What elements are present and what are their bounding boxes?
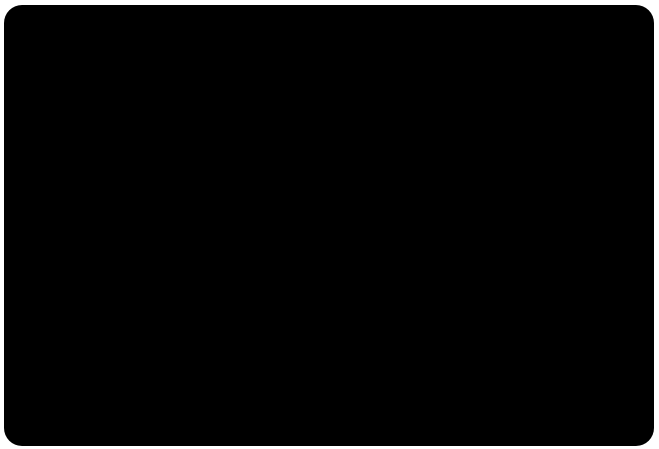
title-bar-bottom bbox=[30, 57, 629, 71]
option-surfacing[interactable]: (6) Surfacing bbox=[55, 304, 157, 319]
option-clearing[interactable]: (2) Clearing bbox=[55, 234, 149, 249]
option-summary[interactable]: (8) Summary bbox=[55, 340, 141, 355]
option-earthwork[interactable]: (3) Earthwork bbox=[55, 251, 157, 266]
option-read-machine-costs[interactable]: (R) Read machine costs from bbox=[226, 217, 437, 232]
quit-rule: ------------- bbox=[493, 182, 591, 197]
option-save-parameters[interactable]: (S) Save parameters bbox=[226, 305, 375, 320]
option-read-machine-costs-note[interactable]: disk (DO THIS FIRST) bbox=[259, 235, 423, 250]
title-bar-top bbox=[30, 25, 629, 39]
windows-rule: ----------------- bbox=[36, 181, 164, 196]
current-file-value: -------- bbox=[166, 407, 229, 422]
current-file-label: Current File: bbox=[33, 407, 135, 422]
option-landing[interactable]: (7) Landing bbox=[55, 322, 141, 337]
option-surveying[interactable]: (1) Surveying bbox=[55, 217, 157, 232]
options-heading: Options: bbox=[304, 112, 367, 127]
option-quit[interactable]: (Q) Quit bbox=[520, 218, 583, 233]
disk-io-heading: Disk Input/Output bbox=[268, 164, 401, 179]
disk-io-rule: ---------------------------- bbox=[225, 181, 436, 196]
choice-prompt: *** Press the letter of your choice *** bbox=[180, 375, 485, 390]
option-drainage[interactable]: (5) Drainage bbox=[55, 287, 149, 302]
windows-heading: Windows bbox=[80, 164, 135, 179]
program-title: -> Road Construction Program <- bbox=[207, 41, 449, 56]
option-load-parameters[interactable]: (L) Load old parameters bbox=[226, 270, 406, 285]
quit-heading: Quit bbox=[537, 165, 569, 180]
option-formation[interactable]: (4) Formation bbox=[55, 269, 157, 284]
